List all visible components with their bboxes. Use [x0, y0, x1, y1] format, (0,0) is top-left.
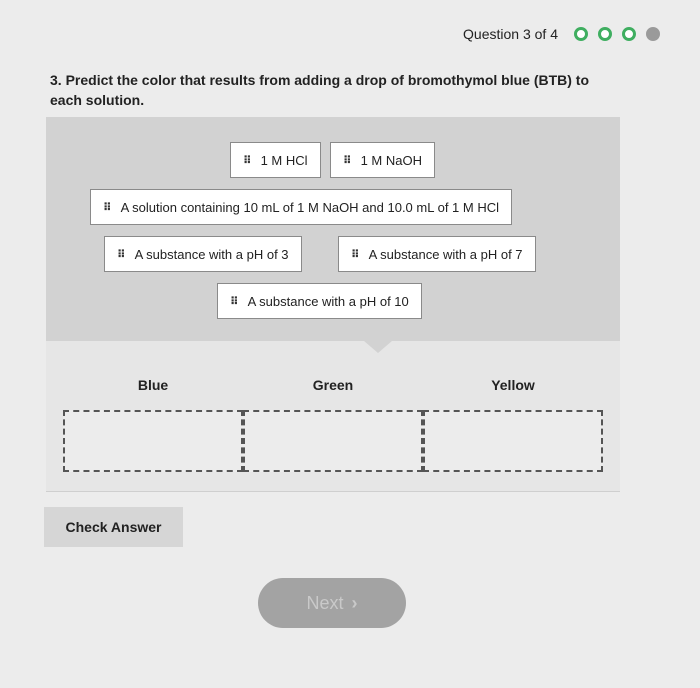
drop-zone-yellow[interactable]	[423, 410, 603, 472]
drag-item-ph-7[interactable]	[338, 236, 536, 272]
drag-item-label: A substance with a pH of 10	[247, 293, 409, 309]
question-text: 3. Predict the color that results from adding a drop of bromothymol blue (BTB) to each solution.	[50, 72, 590, 108]
chevron-right-icon: ›	[351, 592, 358, 613]
drag-item-label: A substance with a pH of 7	[368, 246, 523, 262]
progress-dot-1[interactable]	[574, 27, 588, 41]
column-label-yellow: Yellow	[491, 377, 535, 393]
drag-item-bank	[46, 117, 620, 341]
drag-handle-icon: ⠿	[343, 154, 351, 167]
bank-pointer	[364, 341, 392, 353]
drop-target-area	[46, 341, 620, 492]
drag-handle-icon: ⠿	[243, 154, 251, 167]
drop-zone-blue[interactable]	[63, 410, 243, 472]
drag-handle-icon: ⠿	[230, 295, 238, 308]
drag-handle-icon: ⠿	[103, 201, 111, 214]
progress-dot-3[interactable]	[622, 27, 636, 41]
column-label-green: Green	[312, 377, 354, 393]
next-button-label: Next	[306, 592, 344, 613]
progress-dot-4[interactable]	[646, 27, 660, 41]
drag-item-label: A substance with a pH of 3	[134, 246, 289, 262]
drag-item-label: 1 M NaOH	[360, 152, 422, 168]
progress-indicator	[463, 26, 660, 42]
progress-dot-2[interactable]	[598, 27, 612, 41]
drag-item-mixed-solution[interactable]	[90, 189, 512, 225]
drag-handle-icon: ⠿	[117, 248, 125, 261]
progress-label: Question 3 of 4	[463, 26, 558, 42]
column-label-blue: Blue	[137, 377, 169, 393]
drop-zone-green[interactable]	[243, 410, 423, 472]
drag-item-ph-3[interactable]	[104, 236, 302, 272]
check-answer-button[interactable]: Check Answer	[44, 507, 183, 547]
next-button[interactable]	[258, 578, 406, 628]
drag-item-label: A solution containing 10 mL of 1 M NaOH and 10.0 mL of 1 M HCl	[120, 199, 499, 215]
drag-item-label: 1 M HCl	[260, 152, 308, 168]
drag-handle-icon: ⠿	[351, 248, 359, 261]
drag-item-hcl[interactable]	[230, 142, 321, 178]
drag-item-naoh[interactable]	[330, 142, 435, 178]
drag-item-ph-10[interactable]	[217, 283, 422, 319]
